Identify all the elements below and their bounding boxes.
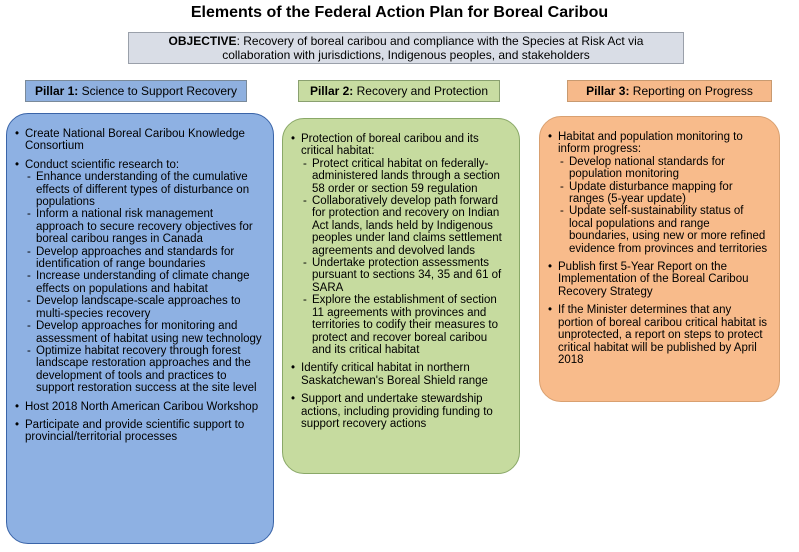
sub-list-item: - Develop approaches for monitoring and assessment of habitat using new technology xyxy=(25,320,263,345)
pillar-2-box xyxy=(282,118,520,474)
pillar-3-name: Reporting on Progress xyxy=(629,84,753,98)
sub-list-item: - Develop landscape-scale approaches to multi-species recovery xyxy=(25,295,263,320)
objective-label: OBJECTIVE xyxy=(168,34,237,48)
pillar-2-name: Recovery and Protection xyxy=(353,84,489,98)
list-item: • Protection of boreal caribou and its critical habitat: - Protect critical habitat on federally-administered lands through a section 58 order or section 59 regulation - Collaboratively develop path forward for protection and recovery on Indian Act lands, lands held by Indigenous peoples under land claims settlement agreements and devolved lands - Undertake protection assessments pursuant to sections 34, 35 and 61 of SARA - Explore the establishment of section 11 agreements with provinces and territories to codify their measures to protect and recover boreal caribou and its critical habitat xyxy=(291,133,509,356)
objective-box xyxy=(128,32,684,64)
diagram-title: Elements of the Federal Action Plan for Boreal Caribou xyxy=(190,4,609,21)
list-item: • Create National Boreal Caribou Knowledge Consortium xyxy=(15,128,263,153)
list-item: • Participate and provide scientific support to provincial/territorial processes xyxy=(15,419,263,444)
sub-list-item: - Optimize habitat recovery through forest landscape restoration approaches and the development of tools and practices to support restoration success at the site level xyxy=(25,345,263,395)
pillar-3-box xyxy=(539,116,780,402)
objective-text: : Recovery of boreal caribou and compliance with the Species at Risk Act via collaboration with jurisdictions, Indigenous peoples, and stakeholders xyxy=(222,34,644,62)
list-item: • Identify critical habitat in northern Saskatchewan's Boreal Shield range xyxy=(291,362,509,387)
pillar-1-name: Science to Support Recovery xyxy=(78,84,238,98)
pillar-1-number: Pillar 1: xyxy=(34,84,79,98)
list-item: • Support and undertake stewardship actions, including providing funding to support recovery actions xyxy=(291,393,509,430)
sub-list-item: - Develop approaches and standards for identification of range boundaries xyxy=(25,246,263,271)
list-item: • Host 2018 North American Caribou Workshop xyxy=(15,401,263,413)
pillar-1-box xyxy=(6,113,274,544)
sub-list-item: - Increase understanding of climate change effects on populations and habitat xyxy=(25,270,263,295)
list-item: • Habitat and population monitoring to inform progress: - Develop national standards for population monitoring - Update disturbance mapping for ranges (5-year update) - Update self-sustainability status of local populations and range boundaries, using new or more refined evidence from provinces and territories xyxy=(548,131,769,255)
list-item: • Publish first 5-Year Report on the Implementation of the Boreal Caribou Recovery Strategy xyxy=(548,261,769,298)
sub-list-item: - Explore the establishment of section 11 agreements with provinces and territories to codify their measures to protect and recover boreal caribou and its critical habitat xyxy=(301,294,509,356)
sub-list-item: - Develop national standards for population monitoring xyxy=(558,156,769,181)
list-item: • If the Minister determines that any portion of boreal caribou critical habitat is unprotected, a report on steps to protect critical habitat will be published by April 2018 xyxy=(548,304,769,366)
pillar-2-number: Pillar 2: xyxy=(309,84,354,98)
pillar-2-label xyxy=(298,80,500,102)
sub-list-item: - Undertake protection assessments pursuant to sections 34, 35 and 61 of SARA xyxy=(301,257,509,294)
sub-list-item: - Protect critical habitat on federally-administered lands through a section 58 order or section 59 regulation xyxy=(301,158,509,195)
pillar-3-label xyxy=(567,80,772,102)
sub-list-item: - Update self-sustainability status of local populations and range boundaries, using new or more refined evidence from provinces and territories xyxy=(558,205,769,255)
sub-list-item: - Inform a national risk management approach to secure recovery objectives for boreal caribou ranges in Canada xyxy=(25,208,263,245)
sub-list-item: - Enhance understanding of the cumulative effects of different types of disturbance on populations xyxy=(25,171,263,208)
pillar-1-label xyxy=(25,80,247,102)
list-item: • Conduct scientific research to: - Enhance understanding of the cumulative effects of different types of disturbance on populations - Inform a national risk management approach to secure recovery objectives for boreal caribou ranges in Canada - Develop approaches and standards for identification of range boundaries - Increase understanding of climate change effects on populations and habitat - Develop landscape-scale approaches to multi-species recovery - Develop approaches for monitoring and assessment of habitat using new technology - Optimize habitat recovery through forest landscape restoration approaches and the development of tools and practices to support restoration success at the site level xyxy=(15,159,263,395)
pillar-3-number: Pillar 3: xyxy=(586,84,630,98)
sub-list-item: - Collaboratively develop path forward for protection and recovery on Indian Act lands, lands held by Indigenous peoples under land claims settlement agreements and devolved lands xyxy=(301,195,509,257)
sub-list-item: - Update disturbance mapping for ranges (5-year update) xyxy=(558,181,769,206)
